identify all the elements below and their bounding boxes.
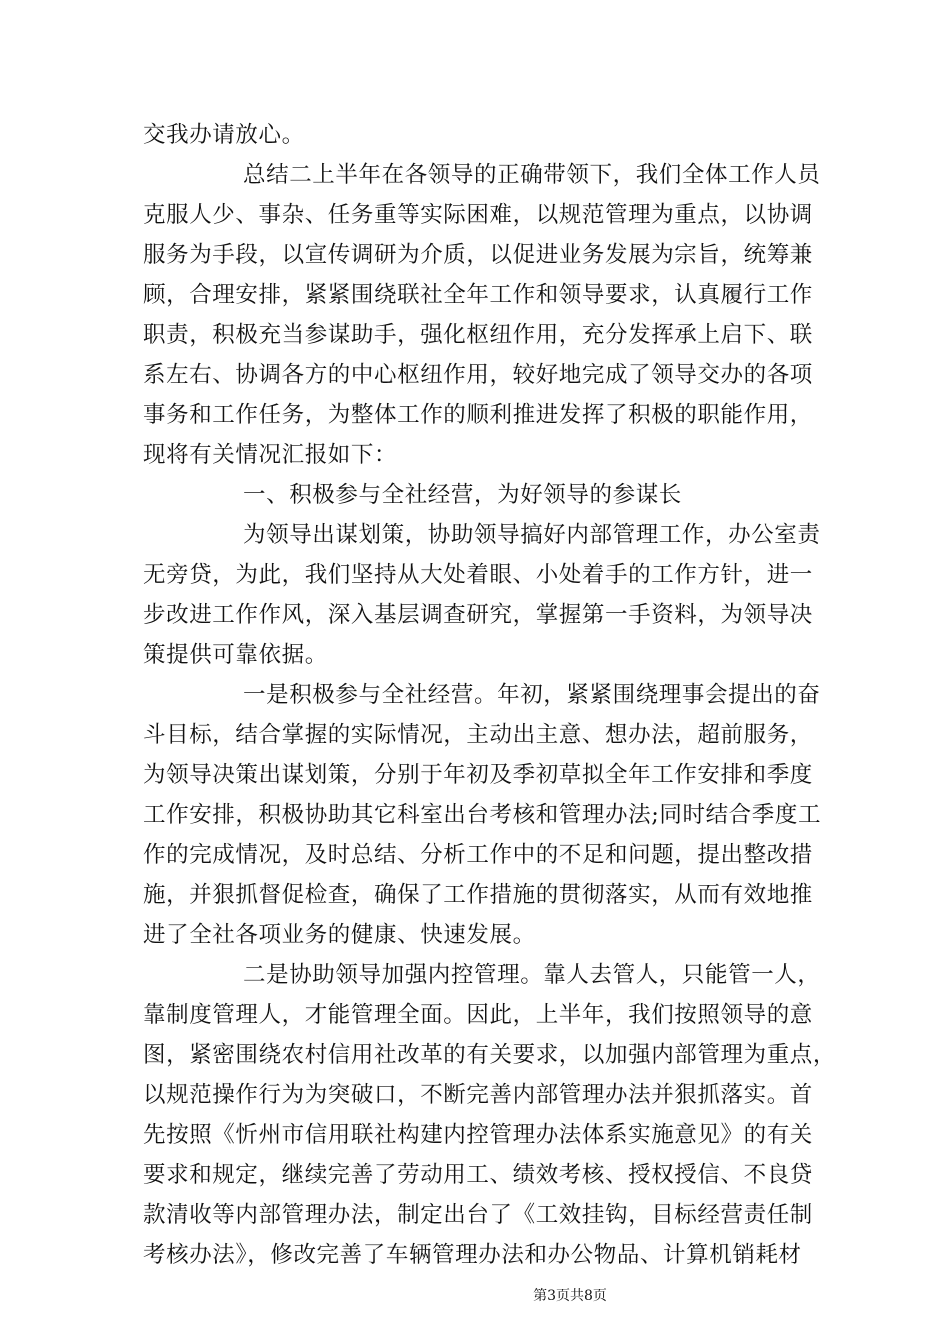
text-line: 服务为手段，以宣传调研为介质，以促进业务发展为宗旨，统筹兼 [143,242,813,268]
text-line: 工作安排，积极协助其它科室出台考核和管理办法;同时结合季度工 [143,802,822,828]
section-heading: 一、积极参与全社经营，为好领导的参谋长 [243,482,682,508]
text-line: 斗目标，结合掌握的实际情况，主动出主意、想办法，超前服务， [143,722,813,748]
text-line: 为领导决策出谋划策，分别于年初及季初草拟全年工作安排和季度 [143,762,813,788]
text-line: 无旁贷，为此，我们坚持从大处着眼、小处着手的工作方针，进一 [143,562,813,588]
text-line: 顾，合理安排，紧紧围绕联社全年工作和领导要求，认真履行工作 [143,282,813,308]
text-line: 步改进工作作风，深入基层调查研究，掌握第一手资料，为领导决 [143,602,813,628]
text-line: 靠制度管理人，才能管理全面。因此，上半年，我们按照领导的意 [143,1002,813,1028]
text-line: 施，并狠抓督促检查，确保了工作措施的贯彻落实，从而有效地推 [143,882,813,908]
text-line: 总结二上半年在各领导的正确带领下，我们全体工作人员 [243,162,821,188]
text-line: 以规范操作行为为突破口，不断完善内部管理办法并狠抓落实。首 [143,1082,813,1108]
text-line: 要求和规定，继续完善了劳动用工、绩效考核、授权授信、不良贷 [143,1162,813,1188]
text-line: 进了全社各项业务的健康、快速发展。 [143,922,536,948]
text-line: 事务和工作任务，为整体工作的顺利推进发挥了积极的职能作用， [143,402,813,428]
text-line: 现将有关情况汇报如下： [143,442,398,468]
text-line: 交我办请放心。 [143,122,305,148]
text-line: 策提供可靠依据。 [143,642,328,668]
text-line: 先按照《忻州市信用联社构建内控管理办法体系实施意见》的有关 [143,1122,813,1148]
text-line: 图，紧密围绕农村信用社改革的有关要求，以加强内部管理为重点， [143,1042,837,1068]
text-line: 一是积极参与全社经营。年初，紧紧围绕理事会提出的奋 [243,682,821,708]
text-line: 系左右、协调各方的中心枢纽作用，较好地完成了领导交办的各项 [143,362,813,388]
text-line: 作的完成情况，及时总结、分析工作中的不足和问题，提出整改措 [143,842,813,868]
text-line: 款清收等内部管理办法，制定出台了《工效挂钩，目标经营责任制 [143,1202,813,1228]
text-line: 为领导出谋划策，协助领导搞好内部管理工作，办公室责 [243,522,821,548]
text-line: 职责，积极充当参谋助手，强化枢纽作用，充分发挥承上启下、联 [143,322,813,348]
page-number-footer: 第3页共8页 [533,1288,607,1304]
text-line: 克服人少、事杂、任务重等实际困难，以规范管理为重点，以协调 [143,202,813,228]
text-line: 二是协助领导加强内控管理。靠人去管人，只能管一人， [243,962,821,988]
text-line: 考核办法》，修改完善了车辆管理办法和办公物品、计算机销耗材 [143,1242,802,1268]
